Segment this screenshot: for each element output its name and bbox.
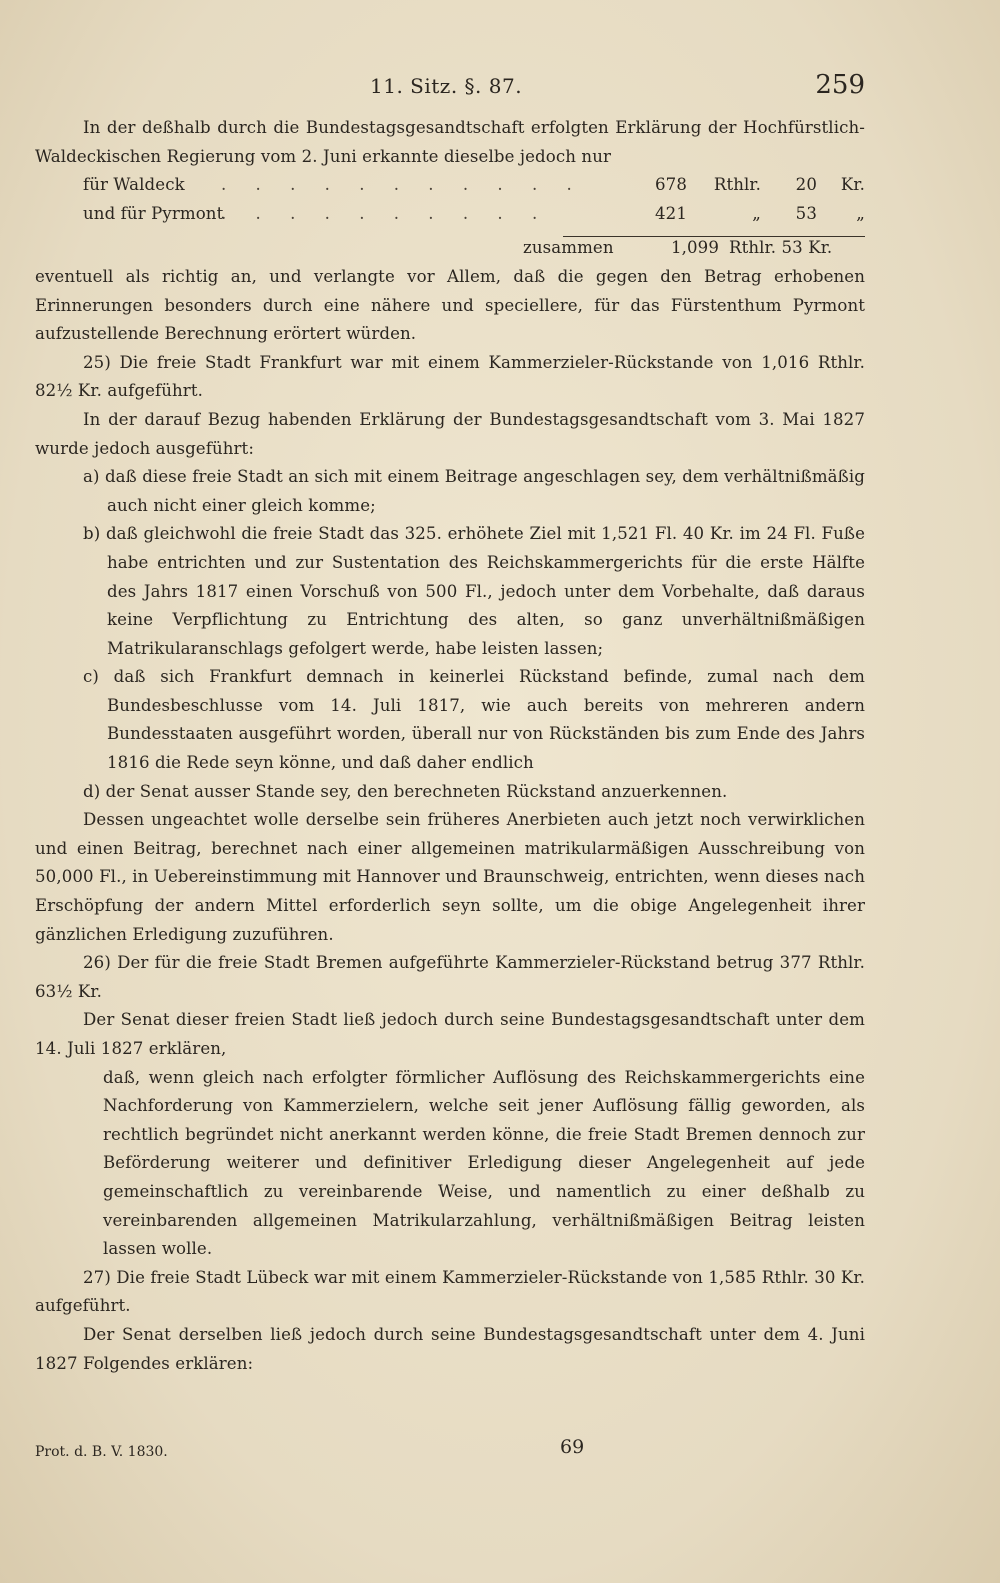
- sum-amount: 1,099: [670, 238, 719, 258]
- paragraph: a) daß diese freie Stadt an sich mit einem Beitrage angeschlagen sey, dem verhältnißmäßig auch nicht einer gleich komme;: [83, 467, 865, 515]
- paragraph: In der deßhalb durch die Bundestagsgesandtschaft erfolgten Erklärung der Hochfürstlich-Waldeckischen Regierung vom 2. Juni erkannte dieselbe jedoch nur: [35, 118, 865, 166]
- row-amount: 421: [655, 203, 687, 223]
- page-number: 259: [815, 70, 865, 100]
- row-leader-dots: . . . . . . . . . . .: [221, 175, 584, 195]
- paragraph: 25) Die freie Stadt Frankfurt war mit einem Kammerzieler-Rückstande von 1,016 Rthlr. 82½ Kr. aufgeführt.: [35, 352, 865, 401]
- running-head: 11. Sitz. §. 87.: [370, 74, 523, 98]
- paragraph: d) der Senat ausser Stande sey, den berechneten Rückstand anzuerkennen.: [83, 781, 728, 801]
- paragraph: c) daß sich Frankfurt demnach in keinerlei Rückstand befinde, zumal nach dem Bundesbeschlusse vom 14. Juli 1817, wie auch bereits von mehreren andern Bundesstaaten ausgeführt worden, überall nur von Rückständen bis zum Ende des Jahrs 1816 die Rede seyn könne, und daß daher endlich: [83, 667, 865, 773]
- row-unit-2: Kr.: [840, 175, 865, 195]
- row-amount-2: 53: [795, 203, 817, 223]
- row-unit-2: „: [856, 203, 865, 223]
- page-header: [35, 70, 865, 110]
- sum-label: zusammen: [523, 238, 614, 258]
- paragraph: Der Senat dieser freien Stadt ließ jedoch durch seine Bundestagsgesandtschaft unter dem 14. Juli 1827 erklären,: [35, 1010, 865, 1058]
- paragraph: 27) Die freie Stadt Lübeck war mit einem Kammerzieler-Rückstande von 1,585 Rthlr. 30 Kr. aufgeführt.: [35, 1267, 866, 1316]
- row-label: und für Pyrmont: [83, 203, 224, 223]
- row-unit: Rthlr.: [713, 175, 761, 195]
- footer-protocol-reference: Prot. d. B. V. 1830.: [35, 1444, 168, 1460]
- paragraph: eventuell als richtig an, und verlangte vor Allem, daß die gegen den Betrag erhobenen Erinnerungen besonders durch eine nähere und speciellere, für das Fürstenthum Pyrmont aufzustellende Berechnung erörtert würden.: [35, 266, 865, 344]
- body-text: [35, 114, 865, 1378]
- paragraph: 26) Der für die freie Stadt Bremen aufgeführte Kammerzieler-Rückstand betrug 377 Rthlr. 63½ Kr.: [35, 953, 865, 1001]
- paragraph: Der Senat derselben ließ jedoch durch seine Bundestagsgesandtschaft unter dem 4. Juni 1827 Folgendes erklären:: [35, 1324, 865, 1373]
- sum-row: [35, 234, 865, 263]
- row-label: für Waldeck: [83, 175, 185, 195]
- row-unit: „: [752, 203, 761, 223]
- amount-row: [35, 171, 865, 200]
- page-footer: [35, 1436, 865, 1466]
- row-leader-dots: . . . . . . . . . .: [221, 203, 550, 223]
- paragraph: daß, wenn gleich nach erfolgter förmlicher Auflösung des Reichskammergerichts eine Nachforderung von Kammerzielern, welche seit jener Auflösung fällig geworden, als rechtlich begründet nicht anerkannt werden könne, die freie Stadt Bremen dennoch zur Beförderung weiterer und definitiver Erledigung dieser Angelegenheit auf jede gemeinschaftlich zu vereinbarende Weise, und namentlich zu einer deßhalb zu vereinbarenden allgemeinen Matrikularzahlung, verhältnißmäßigen Beitrag leisten lassen wolle.: [103, 1067, 865, 1259]
- paragraph: b) daß gleichwohl die freie Stadt das 325. erhöhete Ziel mit 1,521 Fl. 40 Kr. im 24 Fl. Fuße habe entrichten und zur Sustentation des Reichskammergerichts für die erste Hälfte des Jahrs 1817 einen Vorschuß von 500 Fl., jedoch unter dem Vorbehalte, daß daraus keine Verpflichtung zu Entrichtung des alten, so ganz unverhältnißmäßigen Matrikularanschlags gefolgert werde, habe leisten lassen;: [83, 524, 865, 658]
- paragraph: Dessen ungeachtet wolle derselbe sein früheres Anerbieten auch jetzt noch verwirklichen und einen Beitrag, berechnet nach einer allgemeinen matrikularmäßigen Ausschreibung von 50,000 Fl., in Uebereinstimmung mit Hannover und Braunschweig, entrichten, wenn dieses nach Erschöpfung der andern Mittel erforderlich seyn sollte, um die obige Angelegenheit ihrer gänzlichen Erledigung zuzuführen.: [35, 810, 865, 944]
- paragraph: In der darauf Bezug habenden Erklärung der Bundestagsgesandtschaft vom 3. Mai 1827 wurde jedoch ausgeführt:: [35, 409, 865, 458]
- sheet-signature: 69: [560, 1436, 585, 1458]
- row-amount: 678: [655, 175, 687, 195]
- sum-unit: Rthlr. 53 Kr.: [729, 238, 833, 258]
- amount-row: [35, 200, 865, 229]
- row-amount-2: 20: [795, 175, 817, 195]
